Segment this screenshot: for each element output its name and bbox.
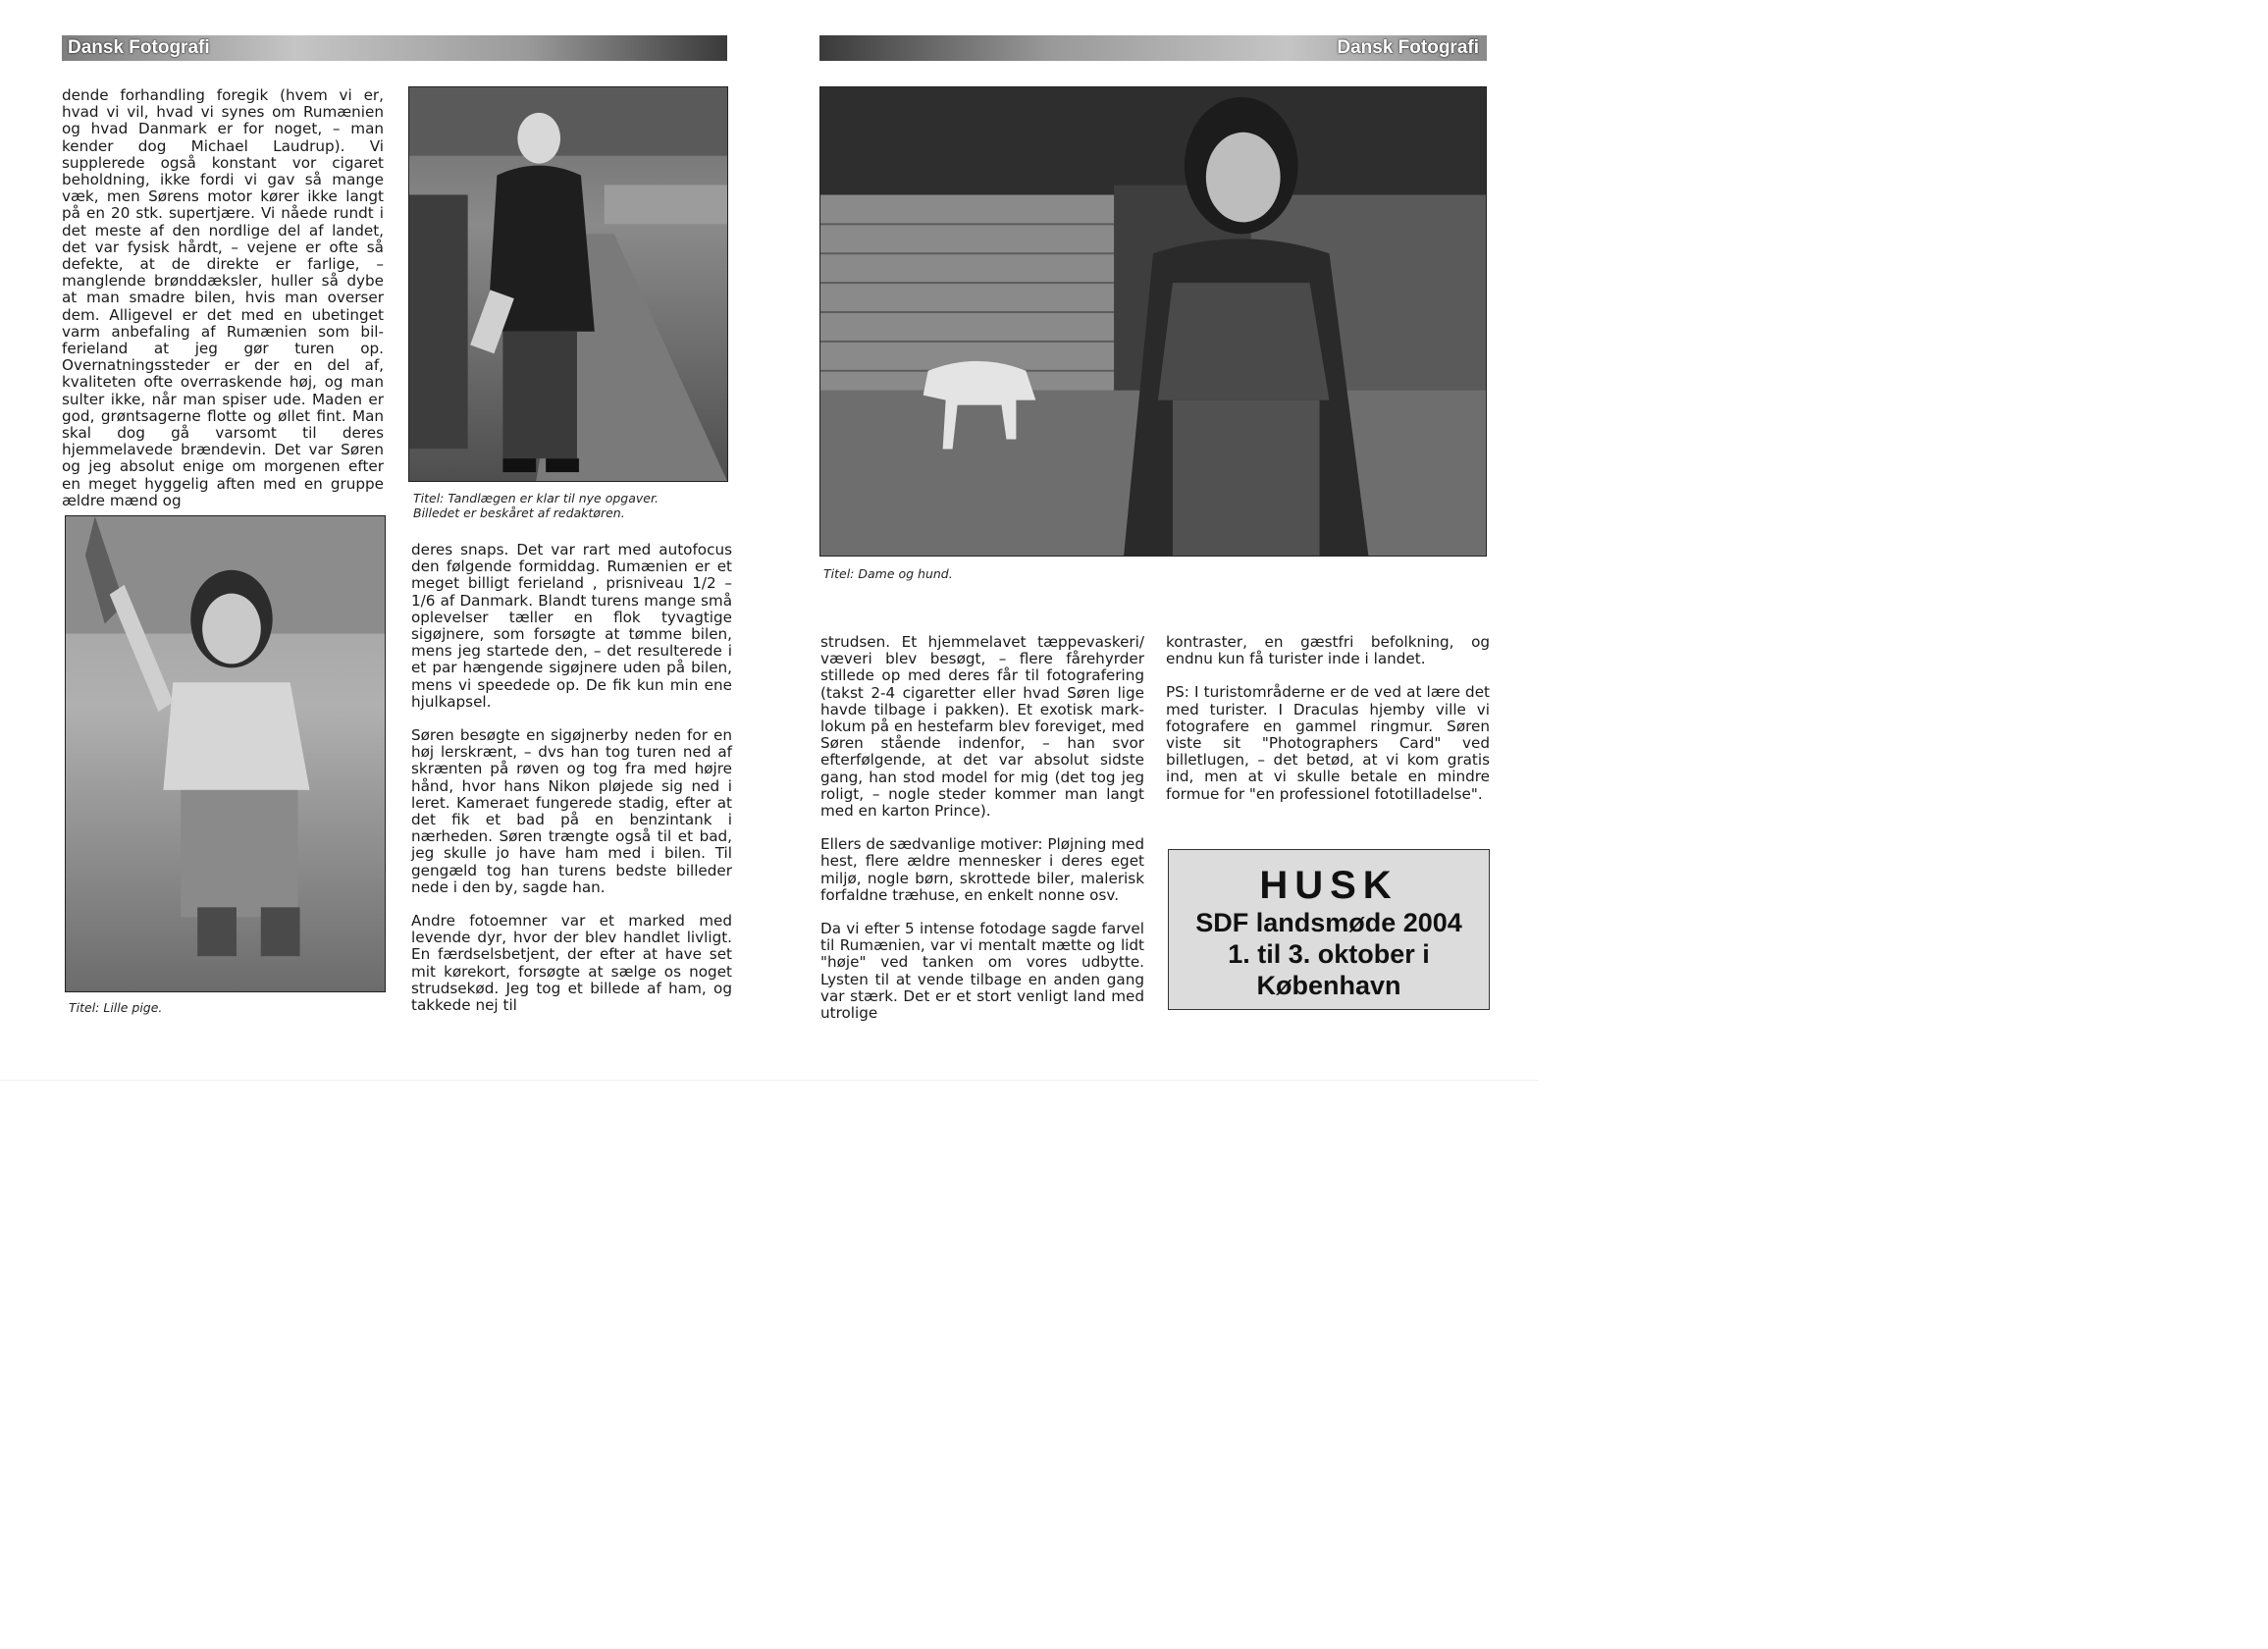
- left-column-1: [62, 87, 384, 509]
- right-column-2: [1166, 634, 1490, 803]
- magazine-header-left: [62, 35, 727, 61]
- caption-line: Billedet er beskåret af redaktøren.: [413, 505, 625, 520]
- left-column-2: [411, 542, 732, 1014]
- notice-title: HUSK: [1259, 864, 1398, 907]
- page-bottom-divider: [0, 1080, 1539, 1081]
- photo-photographer-man: [408, 86, 728, 482]
- woman-and-dog-image: [820, 87, 1486, 556]
- photo-little-girl: [65, 515, 386, 992]
- header-title: Dansk Fotografi: [1337, 37, 1479, 58]
- paragraph: strudsen. Et hjemmelavet tæppevaskeri/ væveri blev besøgt, – flere fårehyrder stillede op med deres får til fotografering (takst 2-4 cigaretter eller hvad Søren lige havde tilbage i pakken). Et exotisk mark-lokum på en hestefarm blev foreviget, med Søren stående indenfor, – han svor efterfølgende, at det var absolut sidste gang, han stod model for mig (det tog jeg roligt, – nogle steder kommer man langt med en karton Prince).: [820, 633, 1144, 821]
- notice-box-husk: [1168, 849, 1490, 1010]
- caption-line: Titel: Dame og hund.: [823, 566, 953, 581]
- notice-lines: [1169, 907, 1489, 1001]
- paragraph: kontraster, en gæstfri befolkning, og endnu kun få turister inde i landet.: [1166, 633, 1490, 668]
- caption-line: Titel: Tandlægen er klar til nye opgaver.: [413, 491, 659, 505]
- paragraph: dende forhandling foregik (hvem vi er, hvad vi vil, hvad vi synes om Rumænien og hvad Danmark er for noget, – man kender dog Michael Laudrup). Vi supplerede også konstant vor cigaret beholdning, ikke fordi vi gav så mange væk, men Sørens motor kører ikke langt på en 20 stk. supertjære. Vi nåede rundt i det meste af den nordlige del af landet, det var fysisk hårdt, – vejene er ofte så defekte, at de direkte er farlige, – manglende brønddæksler, huller så dybe at man smadre bilen, hvis man overser dem. Alligevel er det med en ubetinget varm anbefaling af Rumænien som bil-ferieland at jeg gør turen op. Overnatningssteder er der en del af, kvaliteten ofte overraskende høj, og man sulter ikke, når man spiser ude. Maden er god, grøntsagerne flotte og øllet fint. Man skal dog gå varsomt til deres hjemmelavede brændevin. Det var Søren og jeg absolut enige om morgenen efter en meget hyggelig aften med en gruppe ældre mænd og: [62, 86, 384, 509]
- caption-woman-and-dog: [823, 566, 1118, 581]
- paragraph: Andre fotoemner var et marked med levende dyr, hvor der blev handlet livligt. En færdselsbetjent, der efter at have set mit kørekort, forsøgte at sælge os noget strudsekød. Jeg tog et billede af ham, og takkede nej til: [411, 912, 732, 1015]
- paragraph: PS: I turistområderne er de ved at lære det med turister. I Draculas hjemby ville vi fotografere en gammel ringmur. Søren viste sit "Photographers Card" ved billetlugen, – det betød, at vi kom gratis ind, men at vi skulle betale en mindre formue for "en professionel fototilladelse".: [1166, 683, 1490, 803]
- notice-line: København: [1256, 971, 1401, 1000]
- notice-line: SDF landsmøde 2004: [1195, 908, 1462, 937]
- paragraph: Ellers de sædvanlige motiver: Pløjning med hest, flere ældre mennesker i deres eget miljø, nogle børn, skrottede biler, malerisk forfaldne træhuse, en enkelt nonne osv.: [820, 835, 1144, 904]
- photo-woman-and-dog: [819, 86, 1487, 557]
- magazine-header-right: [819, 35, 1487, 61]
- photographer-man-image: [409, 87, 727, 481]
- paragraph: Da vi efter 5 intense fotodage sagde farvel til Rumænien, var vi mentalt mætte og lidt "høje" ved tanken om vores udbytte. Lysten til at vende tilbage en anden gang var stærk. Det er et stort venligt land med utrolige: [820, 920, 1144, 1023]
- little-girl-image: [66, 516, 385, 991]
- caption-little-girl: [69, 1000, 363, 1015]
- header-title: Dansk Fotografi: [68, 37, 210, 58]
- right-column-1: [820, 634, 1144, 1022]
- caption-line: Titel: Lille pige.: [69, 1000, 163, 1015]
- paragraph: deres snaps. Det var rart med autofocus den følgende formiddag. Rumænien er et meget billigt ferieland , prisniveau 1/2 – 1/6 af Danmark. Blandt turens mange små oplevelser tæller en flok tyvagtige sigøjnere, som forsøgte at tømme bilen, mens jeg startede den, – det resulterede i et par hængende sigøjnere uden på bilen, mens vi speedede op. De fik kun min ene hjulkapsel.: [411, 541, 732, 711]
- paragraph: Søren besøgte en sigøjnerby neden for en høj lerskrænt, – dvs han tog turen ned af skrænten på røven og tog fra med højre hånd, hvor hans Nikon pløjede sig ned i leret. Kameraet fungerede stadig, efter at det fik et bad på en benzintank i nærheden. Søren trængte også til et bad, jeg skulle jo have ham med i bilen. Til gengæld tog han turens bedste billeder nede i den by, sagde han.: [411, 726, 732, 896]
- caption-photographer: [413, 491, 727, 520]
- notice-line: 1. til 3. oktober i: [1228, 939, 1430, 969]
